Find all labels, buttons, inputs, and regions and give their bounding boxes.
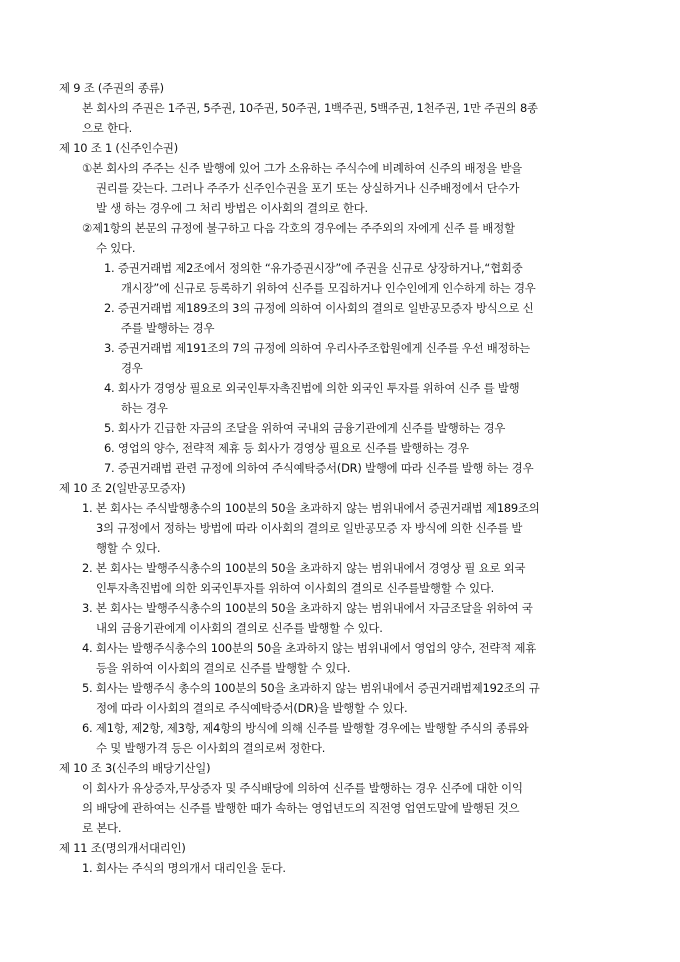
clause-1-line: 권리를 갖는다. 그러나 주주가 신주인수권을 포기 또는 상실하거나 신주배정에서 단수가 bbox=[96, 181, 520, 195]
list-item: 주를 발행하는 경우 bbox=[121, 321, 215, 335]
list-item: 수 및 발행가격 등은 이사회의 결의로써 정한다. bbox=[96, 741, 326, 755]
list-item: 6. 영업의 양수, 전략적 제휴 등 회사가 경영상 필요로 신주를 발행하는 경우 bbox=[104, 441, 469, 455]
list-item: 2. 증권거래법 제189조의 3의 규정에 의하여 이사회의 결의로 일반공모증자 방식으로 신 bbox=[104, 301, 534, 315]
article-9-body-line: 으로 한다. bbox=[82, 121, 133, 135]
article-10-1-heading: 제 10 조 1 (신주인수권) bbox=[59, 141, 178, 155]
list-item: 6. 제1항, 제2항, 제3항, 제4항의 방식에 의해 신주를 발행할 경우에는 발행할 주식의 종류와 bbox=[82, 721, 529, 735]
article-9-heading: 제 9 조 (주권의 종류) bbox=[59, 81, 164, 95]
list-item: 내외 금융기관에게 이사회의 결의로 신주를 발행할 수 있다. bbox=[96, 621, 383, 635]
list-item: 3. 증권거래법 제191조의 7의 규정에 의하여 우리사주조합원에게 신주를 우선 배정하는 bbox=[104, 341, 530, 355]
list-item: 1. 본 회사는 주식발행총수의 100분의 50을 초과하지 않는 범위내에서 증권거래법 제189조의 bbox=[82, 501, 540, 515]
list-item: 4. 회사가 경영상 필요로 외국인투자촉진법에 의한 외국인 투자를 위하여 신주 를 발행 bbox=[104, 381, 520, 395]
clause-2-line: 수 있다. bbox=[96, 241, 136, 255]
list-item: 4. 회사는 발행주식총수의 100분의 50을 초과하지 않는 범위내에서 영업의 양수, 전략적 제휴 bbox=[82, 641, 537, 655]
list-item: 개시장”에 신규로 등록하기 위하여 신주를 모집하거나 인수인에게 인수하게 하는 경우 bbox=[121, 281, 536, 295]
list-item: 3. 본 회사는 발행주식총수의 100분의 50을 초과하지 않는 범위내에서 자금조달을 위하여 국 bbox=[82, 601, 533, 615]
article-10-2-heading: 제 10 조 2(일반공모증자) bbox=[59, 481, 186, 495]
article-10-3-heading: 제 10 조 3(신주의 배당기산일) bbox=[59, 761, 211, 775]
list-item: 하는 경우 bbox=[121, 401, 168, 415]
list-item: 2. 본 회사는 발행주식총수의 100분의 50을 초과하지 않는 범위내에서 경영상 필 요로 외국 bbox=[82, 561, 526, 575]
list-item: 1. 증권거래법 제2조에서 정의한 “유가증권시장”에 주권을 신규로 상장하거나,“협회중 bbox=[104, 261, 523, 275]
list-item: 7. 증권거래법 관련 규정에 의하여 주식예탁증서(DR) 발행에 따라 신주를 발행 하는 경우 bbox=[104, 461, 534, 475]
article-10-3-body-line: 의 배당에 관하여는 신주를 발행한 때가 속하는 영업년도의 직전영 업연도말에 발행된 것으 bbox=[82, 801, 520, 815]
clause-2-line: ②제1항의 본문의 규정에 불구하고 다음 각호의 경우에는 주주외의 자에게 신주 를 배정할 bbox=[82, 221, 515, 235]
article-10-3-body-line: 이 회사가 유상증자,무상증자 및 주식배당에 의하여 신주를 발행하는 경우 신주에 대한 이익 bbox=[82, 781, 523, 795]
list-item: 정에 따라 이사회의 결의로 주식예탁증서(DR)을 발행할 수 있다. bbox=[96, 701, 408, 715]
list-item: 1. 회사는 주식의 명의개서 대리인을 둔다. bbox=[82, 861, 286, 875]
list-item: 3의 규정에서 정하는 방법에 따라 이사회의 결의로 일반공모증 자 방식에 의한 신주를 발 bbox=[96, 521, 523, 535]
clause-1-line: ①본 회사의 주주는 신주 발행에 있어 그가 소유하는 주식수에 비례하여 신주의 배정을 받을 bbox=[82, 161, 522, 175]
list-item: 등을 위하여 이사회의 결의로 신주를 발행할 수 있다. bbox=[96, 661, 351, 675]
list-item: 5. 회사가 긴급한 자금의 조달을 위하여 국내외 금융기관에게 신주를 발행하는 경우 bbox=[104, 421, 506, 435]
clause-1-line: 발 생 하는 경우에 그 처리 방법은 이사회의 결의로 한다. bbox=[96, 201, 368, 215]
list-item: 5. 회사는 발행주식 총수의 100분의 50을 초과하지 않는 범위내에서 증권거래법제192조의 규 bbox=[82, 681, 540, 695]
article-9-body-line: 본 회사의 주권은 1주권, 5주권, 10주권, 50주권, 1백주권, 5백주권, 1천주권, 1만 주권의 8종 bbox=[82, 101, 538, 115]
list-item: 행할 수 있다. bbox=[96, 541, 161, 555]
article-10-3-body-line: 로 본다. bbox=[82, 821, 122, 835]
list-item: 경우 bbox=[121, 361, 143, 375]
article-11-heading: 제 11 조(명의개서대리인) bbox=[59, 841, 186, 855]
list-item: 인투자촉진법에 의한 외국인투자를 위하여 이사회의 결의로 신주를발행할 수 있다. bbox=[96, 581, 495, 595]
